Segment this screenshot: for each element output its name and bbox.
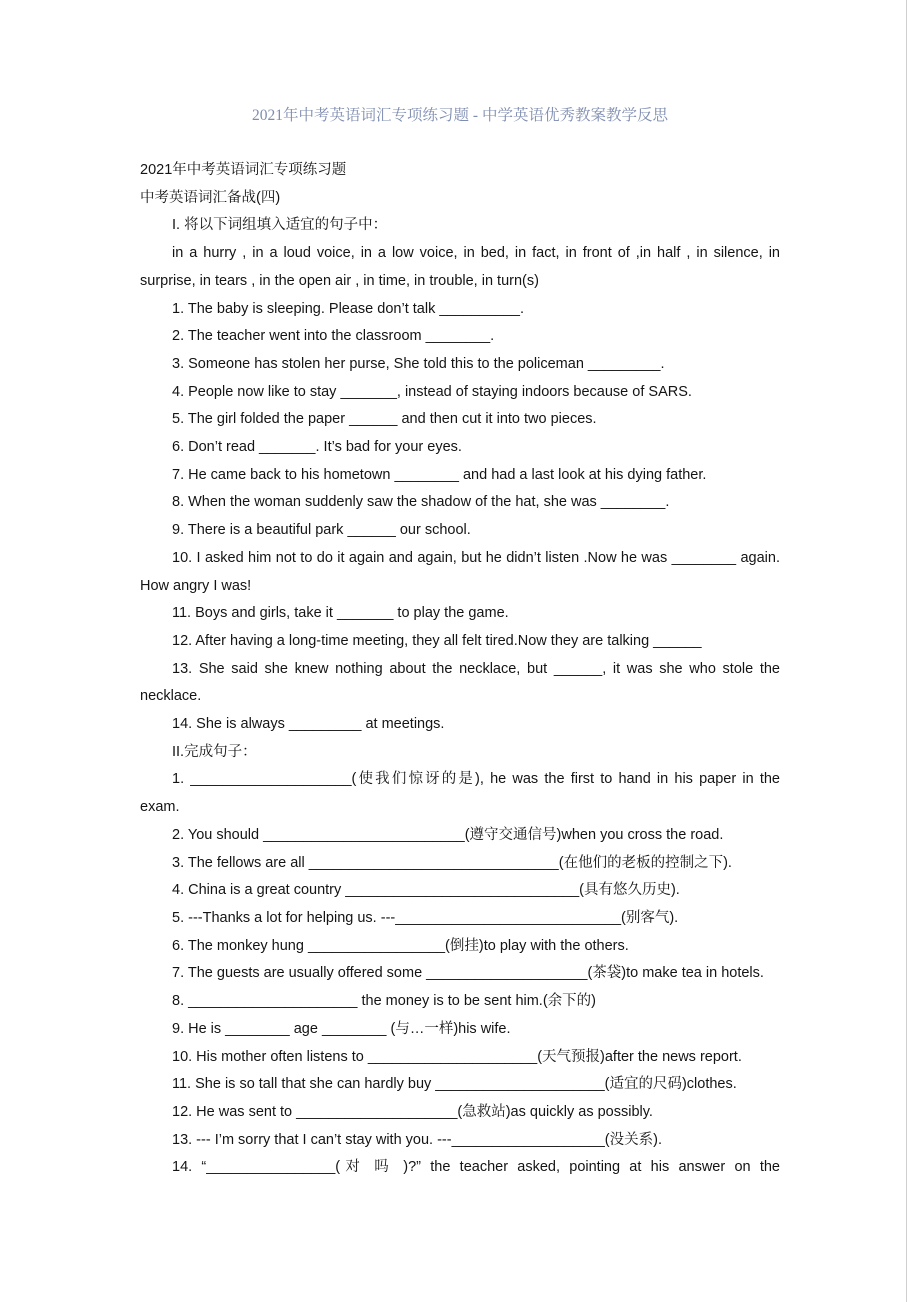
section2-item-11: 11. She is so tall that she can hardly buy _____________________(适宜的尺码)clothes. [172,1076,737,1093]
section1-item-12: 12. After having a long-time meeting, they all felt tired.Now they are talking ______ [172,632,702,649]
section1-item-5: 5. The girl folded the paper ______ and then cut it into two pieces. [172,411,597,428]
phrase-list: in a hurry , in a loud voice, in a low voice, in bed, in fact, in front of ,in half , in silence, in surprise, in tears , in the open air , in time, in trouble, in turn(s) [140,245,780,289]
section2-item-13: 13. --- I’m sorry that I can’t stay with you. ---___________________(没关系). [172,1131,662,1148]
section1-item-8: 8. When the woman suddenly saw the shadow of the hat, she was ________. [172,494,670,511]
section2-item-1: 1. ____________________(使我们惊讶的是), he was the first to hand in his paper in the exam. [140,771,780,816]
section1-item-1: 1. The baby is sleeping. Please don’t talk __________. [172,300,525,317]
document-title: 2021年中考英语词汇专项练习题 - 中学英语优秀教案教学反思 [252,107,668,124]
document-body [140,157,780,1182]
section1-item-13: 13. She said she knew nothing about the necklace, but ______, it was she who stole the necklace. [140,660,780,705]
section2-item-12: 12. He was sent to ____________________(急救站)as quickly as possibly. [172,1103,653,1120]
section2-item-6: 6. The monkey hung _________________(倒挂)to play with the others. [172,937,629,954]
section2-item-3: 3. The fellows are all _______________________________(在他们的老板的控制之下). [172,854,732,871]
section2-item-8: 8. _____________________ the money is to be sent him.(余下的) [172,993,596,1010]
section2-item-2: 2. You should _________________________(遵守交通信号)when you cross the road. [172,826,724,843]
section2-item-5: 5. ---Thanks a lot for helping us. ---____________________________(别客气). [172,909,679,926]
section2-item-7: 7. The guests are usually offered some ____________________(茶袋)to make tea in hotels. [172,965,764,982]
section1-item-6: 6. Don’t read _______. It’s bad for your eyes. [172,439,462,456]
doc-heading: 2021年中考英语词汇专项练习题 [140,162,347,178]
section1-item-3: 3. Someone has stolen her purse, She told this to the policeman _________. [172,355,665,372]
section1-item-2: 2. The teacher went into the classroom ________. [172,328,495,345]
section2-item-14: 14. “________________(对 吗 )?” the teacher asked, pointing at his answer on the [172,1159,780,1176]
section1-item-14: 14. She is always _________ at meetings. [172,716,445,733]
section1-item-11: 11. Boys and girls, take it _______ to play the game. [172,605,509,622]
section1-item-7: 7. He came back to his hometown ________ and had a last look at his dying father. [172,466,707,483]
section2-item-4: 4. China is a great country _____________________________(具有悠久历史). [172,882,680,899]
section1-item-9: 9. There is a beautiful park ______ our school. [172,522,471,539]
section2-heading: II.完成句子： [172,743,257,760]
section1-heading: I. 将以下词组填入适宜的句子中： [172,217,388,234]
section2-item-9: 9. He is ________ age ________ (与…一样)his wife. [172,1020,511,1037]
scrollbar-track[interactable] [906,0,920,1302]
section1-item-10: 10. I asked him not to do it again and again, but he didn’t listen .Now he was ________ again. How angry I was! [140,549,780,594]
doc-subheading: 中考英语词汇备战(四) [140,189,281,206]
section2-item-10: 10. His mother often listens to _____________________(天气预报)after the news report. [172,1048,742,1065]
section1-item-4: 4. People now like to stay _______, instead of staying indoors because of SARS. [172,383,692,400]
